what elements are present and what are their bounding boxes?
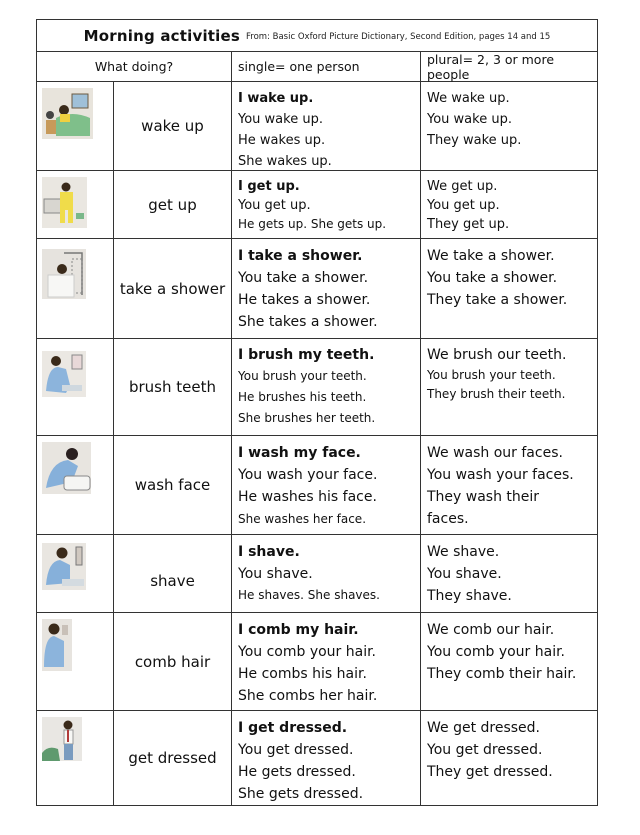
conjugation-line: They brush their teeth. — [427, 387, 566, 401]
wash-face-illustration-icon — [42, 442, 91, 494]
conjugation-line: She brushes her teeth. — [238, 411, 376, 425]
verb-label: get dressed — [114, 711, 232, 805]
get-up-illustration-icon — [42, 177, 87, 228]
conjugation-line: We wake up. — [427, 91, 510, 106]
single-forms — [232, 82, 421, 170]
conjugation-line: He wakes up. — [238, 133, 326, 148]
brush-teeth-illustration-icon — [42, 351, 86, 397]
conjugation-line: They get dressed. — [427, 764, 553, 780]
single-forms — [232, 436, 421, 534]
plural-forms — [421, 339, 597, 435]
conjugation-line: She combs her hair. — [238, 688, 378, 704]
conjugation-line: You take a shower. — [238, 270, 369, 286]
header-row — [37, 52, 597, 82]
get-dressed-illustration-icon — [42, 717, 82, 761]
verb-label: take a shower — [114, 239, 232, 338]
shower-illustration-icon — [42, 249, 86, 299]
conjugation-line: He washes his face. — [238, 489, 377, 505]
conjugation-line: We get dressed. — [427, 720, 541, 736]
header-plural: plural= 2, 3 or more people — [427, 51, 555, 82]
conjugation-line: They wash their — [427, 489, 540, 505]
single-forms — [232, 239, 421, 338]
picture-cell — [37, 171, 114, 238]
conjugation-line: You get dressed. — [427, 742, 543, 758]
conjugation-line: He gets up. She gets up. — [238, 217, 387, 231]
conjugation-line: He takes a shower. — [238, 292, 371, 308]
conjugation-line: I brush my teeth. — [238, 347, 375, 363]
conjugation-line: They wake up. — [427, 133, 522, 148]
conjugation-line: I comb my hair. — [238, 622, 359, 638]
conjugation-line: We take a shower. — [427, 248, 555, 264]
verb-label: comb hair — [114, 613, 232, 710]
verb-label: shave — [114, 535, 232, 612]
conjugation-line: She wakes up. — [238, 154, 332, 169]
plural-forms — [421, 436, 597, 534]
single-forms — [232, 171, 421, 238]
conjugation-line: He brushes his teeth. — [238, 390, 367, 404]
conjugation-line: You get dressed. — [238, 742, 354, 758]
plural-forms — [421, 711, 597, 805]
picture-cell — [37, 535, 114, 612]
conjugation-line: faces. — [427, 511, 469, 527]
plural-forms — [421, 535, 597, 612]
conjugation-line: I get up. — [238, 179, 300, 194]
verb-label: wake up — [114, 82, 232, 170]
conjugation-line: We shave. — [427, 544, 500, 560]
shave-illustration-icon — [42, 543, 86, 590]
conjugation-line: You shave. — [238, 566, 313, 582]
conjugation-line: They shave. — [427, 588, 512, 604]
plural-forms — [421, 613, 597, 710]
conjugation-line: You shave. — [427, 566, 502, 582]
conjugation-line: I wash my face. — [238, 445, 361, 461]
conjugation-line: We get up. — [427, 179, 498, 194]
table-row — [37, 82, 597, 171]
conjugation-line: You wake up. — [427, 112, 512, 127]
single-forms — [232, 711, 421, 805]
conjugation-line: They take a shower. — [427, 292, 568, 308]
table-row — [37, 239, 597, 339]
verb-label: wash face — [114, 436, 232, 534]
verb-label: get up — [114, 171, 232, 238]
conjugation-line: We wash our faces. — [427, 445, 563, 461]
conjugation-line: You wash your faces. — [427, 467, 574, 483]
conjugation-line: I take a shower. — [238, 248, 363, 264]
conjugation-line: We brush our teeth. — [427, 347, 567, 363]
conjugation-line: You brush your teeth. — [238, 369, 367, 383]
conjugation-line: She takes a shower. — [238, 314, 378, 330]
verb-label: brush teeth — [114, 339, 232, 435]
picture-cell — [37, 711, 114, 805]
title-row — [37, 20, 597, 52]
conjugation-line: You brush your teeth. — [427, 368, 556, 382]
header-what-doing: What doing? — [37, 52, 232, 81]
page-title: Morning activities — [83, 26, 241, 45]
single-forms — [232, 339, 421, 435]
conjugation-line: He gets dressed. — [238, 764, 356, 780]
conjugation-line: He shaves. She shaves. — [238, 588, 380, 602]
conjugation-line: I get dressed. — [238, 720, 348, 736]
table-row — [37, 613, 597, 711]
single-forms — [232, 613, 421, 710]
picture-cell — [37, 339, 114, 435]
conjugation-line: You get up. — [238, 198, 311, 213]
picture-cell — [37, 82, 114, 170]
conjugation-line: You take a shower. — [427, 270, 558, 286]
picture-cell — [37, 239, 114, 338]
header-single: single= one person — [232, 52, 421, 81]
table-row — [37, 339, 597, 436]
conjugation-line: You comb your hair. — [427, 644, 566, 660]
conjugation-line: You wash your face. — [238, 467, 378, 483]
source-citation: From: Basic Oxford Picture Dictionary, Second Edition, pages 14 and 15 — [246, 32, 551, 42]
conjugation-line: You get up. — [427, 198, 500, 213]
conjugation-line: You wake up. — [238, 112, 323, 127]
single-forms — [232, 535, 421, 612]
conjugation-line: He combs his hair. — [238, 666, 367, 682]
table-row — [37, 711, 597, 805]
conjugation-line: You comb your hair. — [238, 644, 377, 660]
table-row — [37, 436, 597, 535]
picture-cell — [37, 436, 114, 534]
conjugation-line: I wake up. — [238, 91, 314, 106]
conjugation-line: They get up. — [427, 217, 510, 232]
table-row — [37, 171, 597, 239]
conjugation-line: I shave. — [238, 544, 300, 560]
plural-forms — [421, 171, 597, 238]
morning-activities-table — [36, 19, 598, 806]
plural-forms — [421, 239, 597, 338]
conjugation-line: She gets dressed. — [238, 786, 364, 802]
table-row — [37, 535, 597, 613]
conjugation-line: They comb their hair. — [427, 666, 577, 682]
picture-cell — [37, 613, 114, 710]
conjugation-line: We comb our hair. — [427, 622, 555, 638]
plural-forms — [421, 82, 597, 170]
conjugation-line: She washes her face. — [238, 512, 367, 526]
wake-up-illustration-icon — [42, 88, 93, 139]
comb-hair-illustration-icon — [42, 619, 72, 671]
